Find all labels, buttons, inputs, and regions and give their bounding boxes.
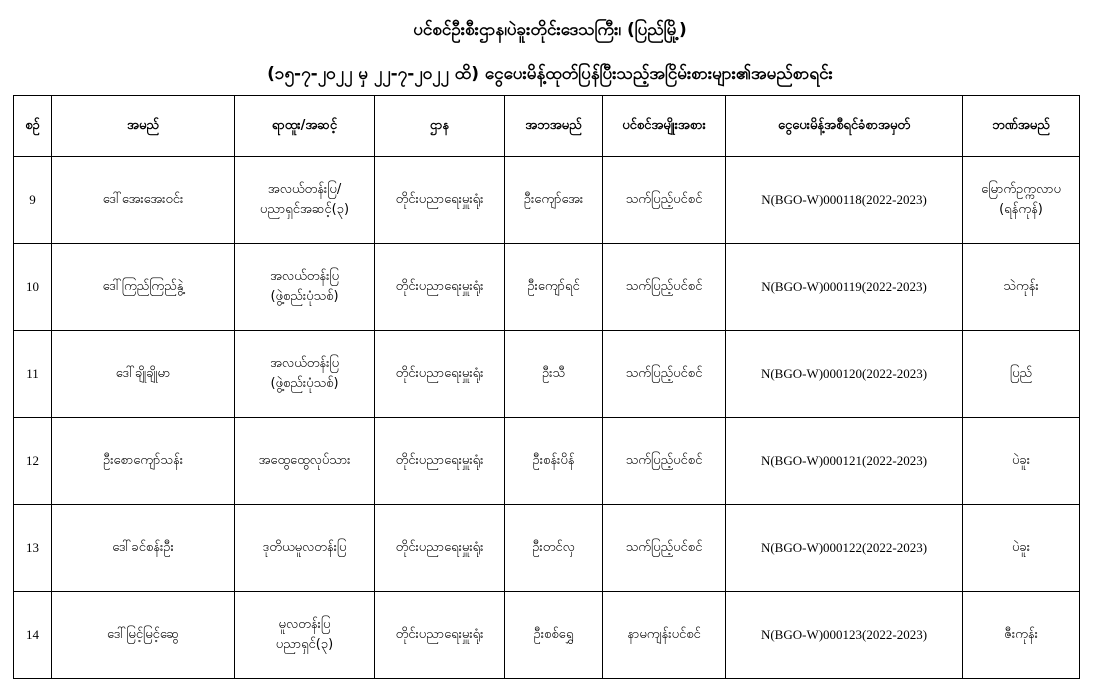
- table-row: [14, 505, 1080, 592]
- cell-no: 10: [14, 244, 52, 331]
- cell-father-name: ဦးကျော်ရင်: [505, 244, 603, 331]
- column-header-pension-type: ပင်စင်အမျိုးအစား: [603, 96, 726, 157]
- cell-rank: [235, 244, 375, 331]
- cell-rank: [235, 505, 375, 592]
- table-row: [14, 331, 1080, 418]
- cell-bank-line1: ပဲခူး: [1011, 540, 1031, 555]
- column-header-name: အမည်: [52, 96, 235, 157]
- cell-father-name: ဦးသီ: [505, 331, 603, 418]
- cell-department: တိုင်းပညာရေးမှူးရုံး: [375, 592, 505, 679]
- cell-no: 14: [14, 592, 52, 679]
- cell-father-name: ဦးစစ်ရွှေ: [505, 592, 603, 679]
- cell-permit-number: N(BGO-W)000123(2022-2023): [726, 592, 963, 679]
- cell-father-name: ဦးစန်းပိန်: [505, 418, 603, 505]
- cell-bank: [963, 244, 1080, 331]
- cell-bank: [963, 418, 1080, 505]
- cell-pension-type: သက်ပြည့်ပင်စင်: [603, 157, 726, 244]
- cell-bank: [963, 157, 1080, 244]
- table-row: [14, 244, 1080, 331]
- cell-father-name: ဦးကျော်အေး: [505, 157, 603, 244]
- cell-rank-line1: အလယ်တန်းပြ: [269, 356, 340, 371]
- cell-pension-type: သက်ပြည့်ပင်စင်: [603, 331, 726, 418]
- cell-permit-number: N(BGO-W)000120(2022-2023): [726, 331, 963, 418]
- cell-department: တိုင်းပညာရေးမှူးရုံး: [375, 244, 505, 331]
- cell-rank-line1: အလယ်တန်းပြ: [269, 269, 340, 284]
- pension-records-table: [13, 95, 1080, 679]
- cell-no: 11: [14, 331, 52, 418]
- table-row: [14, 418, 1080, 505]
- cell-name: ဒေါ်ကြည်ကြည်နွဲ့: [52, 244, 235, 331]
- cell-name: ဒေါ်ခင်စန်းဦး: [52, 505, 235, 592]
- cell-department: တိုင်းပညာရေးမှူးရုံး: [375, 505, 505, 592]
- cell-rank-line1: အထွေထွေလုပ်သား: [258, 453, 351, 468]
- cell-rank: [235, 157, 375, 244]
- cell-bank: [963, 505, 1080, 592]
- cell-name: ဒေါ်ချိုချိုမာ: [52, 331, 235, 418]
- cell-permit-number: N(BGO-W)000122(2022-2023): [726, 505, 963, 592]
- cell-rank-line2: ပညာရှင်အဆင့်(၃): [259, 202, 350, 217]
- cell-department: တိုင်းပညာရေးမှူးရုံး: [375, 418, 505, 505]
- table-header-row: [14, 96, 1080, 157]
- cell-department: တိုင်းပညာရေးမှူးရုံး: [375, 157, 505, 244]
- cell-rank-line1: အလယ်တန်းပြ/: [267, 182, 342, 197]
- cell-no: 12: [14, 418, 52, 505]
- column-header-rank: ရာထူး/အဆင့်: [235, 96, 375, 157]
- column-header-bank: ဘဏ်အမည်: [963, 96, 1080, 157]
- cell-department: တိုင်းပညာရေးမှူးရုံး: [375, 331, 505, 418]
- column-header-permit-number: ငွေပေးမိန့်အစီရင်ခံစာအမှတ်: [726, 96, 963, 157]
- cell-no: 9: [14, 157, 52, 244]
- cell-bank-line1: ပဲခူး: [1011, 453, 1031, 468]
- page-subtitle: (၁၅-၇-၂၀၂၂ မှ ၂၂-၇-၂၀၂၂ ထိ) ငွေပေးမိန့်ထုတ်ပြန်ပြီးသည့်အငြိမ်းစားများ၏အမည်စာရင်း: [267, 64, 833, 84]
- cell-father-name: ဦးတင်လှ: [505, 505, 603, 592]
- table-row: [14, 157, 1080, 244]
- cell-bank-line1: ဇီးကုန်း: [1004, 627, 1038, 642]
- column-header-no: စဉ်: [14, 96, 52, 157]
- cell-rank: [235, 418, 375, 505]
- cell-rank: [235, 331, 375, 418]
- cell-bank-line1: ပြည်: [1009, 366, 1033, 381]
- cell-name: ဒေါ်မြင့်မြင့်ဆွေ: [52, 592, 235, 679]
- cell-pension-type: နာမကျန်းပင်စင်: [603, 592, 726, 679]
- cell-name: ဒေါ်အေးအေးဝင်း: [52, 157, 235, 244]
- column-header-father-name: အဘအမည်: [505, 96, 603, 157]
- cell-pension-type: သက်ပြည့်ပင်စင်: [603, 244, 726, 331]
- column-header-department: ဌာန: [375, 96, 505, 157]
- cell-bank-line2: (ရန်ကုန်): [999, 202, 1043, 217]
- cell-name: ဦးစောကျော်သန်း: [52, 418, 235, 505]
- cell-rank-line1: ဒုတိယမူလတန်းပြ: [262, 540, 347, 555]
- cell-permit-number: N(BGO-W)000119(2022-2023): [726, 244, 963, 331]
- table-row: [14, 592, 1080, 679]
- cell-permit-number: N(BGO-W)000121(2022-2023): [726, 418, 963, 505]
- cell-no: 13: [14, 505, 52, 592]
- cell-pension-type: သက်ပြည့်ပင်စင်: [603, 418, 726, 505]
- cell-bank: [963, 592, 1080, 679]
- cell-bank-line1: မြောက်ဥက္ကလာပ: [981, 182, 1061, 197]
- cell-rank-line2: (ဖွဲ့စည်းပုံသစ်): [270, 376, 339, 391]
- cell-pension-type: သက်ပြည့်ပင်စင်: [603, 505, 726, 592]
- cell-rank-line1: မူလတန်းပြ: [278, 617, 331, 632]
- cell-rank-line2: (ဖွဲ့စည်းပုံသစ်): [270, 289, 339, 304]
- cell-rank-line2: ပညာရှင်(၃): [275, 637, 334, 652]
- page-title: ပင်စင်ဦးစီးဌာန၊ပဲခူးတိုင်းဒေသကြီး၊ (ပြည်မြို့): [413, 20, 687, 40]
- cell-rank: [235, 592, 375, 679]
- cell-bank-line1: သဲကုန်း: [1003, 279, 1039, 294]
- cell-bank: [963, 331, 1080, 418]
- cell-permit-number: N(BGO-W)000118(2022-2023): [726, 157, 963, 244]
